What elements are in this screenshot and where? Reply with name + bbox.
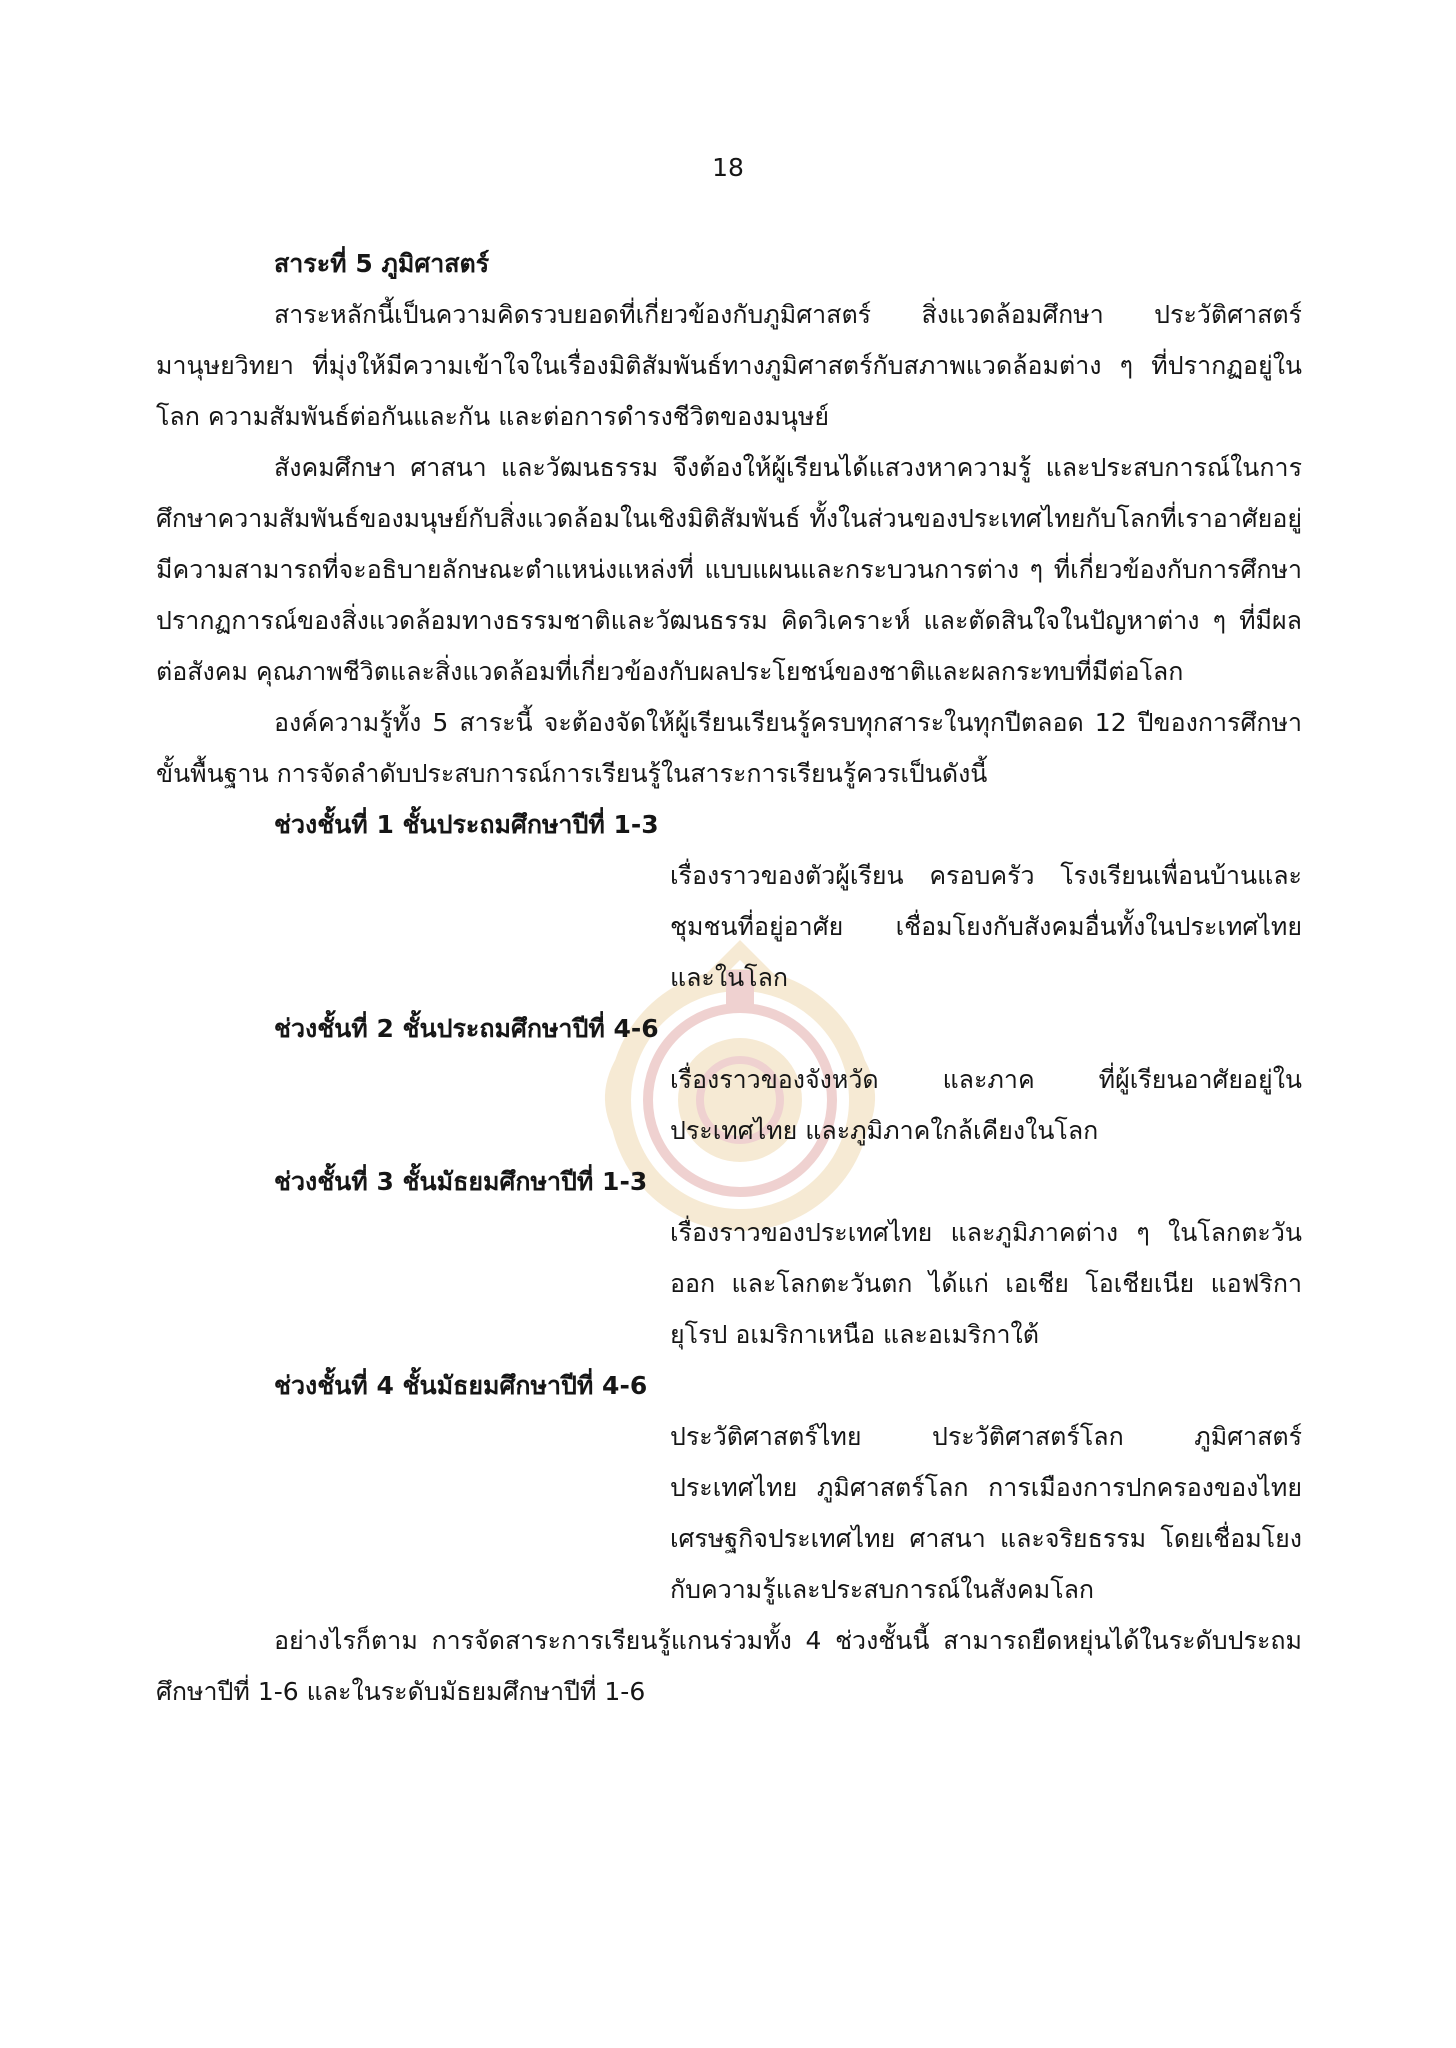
level-description-2: [156, 1054, 1302, 1156]
level-description-text-4: ประวัติศาสตร์ไทย ประวัติศาสตร์โลก ภูมิศาสตร์ประเทศไทย ภูมิศาสตร์โลก การเมืองการปกครองของไทย เศรษฐกิจประเทศไทย ศาสนา และจริยธรรม โดยเชื่อมโยงกับความรู้และประสบการณ์ในสังคมโลก: [670, 1422, 1302, 1604]
level-title-1: ช่วงชั้นที่ 1 ชั้นประถมศึกษาปีที่ 1-3: [274, 810, 659, 839]
section-heading: สาระที่ 5 ภูมิศาสตร์: [274, 249, 490, 278]
paragraph-intro: สาระหลักนี้เป็นความคิดรวบยอดที่เกี่ยวข้องกับภูมิศาสตร์ สิ่งแวดล้อมศึกษา ประวัติศาสตร์ มานุษยวิทยา ที่มุ่งให้มีความเข้าใจในเรื่องมิติสัมพันธ์ทางภูมิศาสตร์กับสภาพแวดล้อมต่าง ๆ ที่ปรากฏอยู่ในโลก ความสัมพันธ์ต่อกันและกัน และต่อการดำรงชีวิตของมนุษย์: [156, 300, 1302, 431]
document-body: [156, 238, 1302, 1717]
level-description-3: [156, 1207, 1302, 1360]
page-number: 18: [712, 153, 744, 182]
level-title-3: ช่วงชั้นที่ 3 ชั้นมัธยมศึกษาปีที่ 1-3: [274, 1167, 648, 1196]
level-description-text-2: เรื่องราวของจังหวัด และภาค ที่ผู้เรียนอาศัยอยู่ในประเทศไทย และภูมิภาคใกล้เคียงในโลก: [670, 1065, 1302, 1145]
level-title-2: ช่วงชั้นที่ 2 ชั้นประถมศึกษาปีที่ 4-6: [274, 1014, 659, 1043]
level-title-4: ช่วงชั้นที่ 4 ชั้นมัธยมศึกษาปีที่ 4-6: [274, 1371, 648, 1400]
paragraph-closing: อย่างไรก็ตาม การจัดสาระการเรียนรู้แกนร่วมทั้ง 4 ช่วงชั้นนี้ สามารถยืดหยุ่นได้ในระดับประถมศึกษาปีที่ 1-6 และในระดับมัธยมศึกษาปีที่ 1-6: [156, 1626, 1302, 1706]
level-description-text-1: เรื่องราวของตัวผู้เรียน ครอบครัว โรงเรียนเพื่อนบ้านและชุมชนที่อยู่อาศัย เชื่อมโยงกับสังคมอื่นทั้งในประเทศไทยและในโลก: [670, 861, 1302, 992]
level-description-1: [156, 850, 1302, 1003]
level-description-4: [156, 1411, 1302, 1615]
paragraph-social-studies: สังคมศึกษา ศาสนา และวัฒนธรรม จึงต้องให้ผู้เรียนได้แสวงหาความรู้ และประสบการณ์ในการศึกษาความสัมพันธ์ของมนุษย์กับสิ่งแวดล้อมในเชิงมิติสัมพันธ์ ทั้งในส่วนของประเทศไทยกับโลกที่เราอาศัยอยู่ มีความสามารถที่จะอธิบายลักษณะตำแหน่งแหล่งที่ แบบแผนและกระบวนการต่าง ๆ ที่เกี่ยวข้องกับการศึกษาปรากฏการณ์ของสิ่งแวดล้อมทางธรรมชาติและวัฒนธรรม คิดวิเคราะห์ และตัดสินใจในปัญหาต่าง ๆ ที่มีผลต่อสังคม คุณภาพชีวิตและสิ่งแวดล้อมที่เกี่ยวข้องกับผลประโยชน์ของชาติและผลกระทบที่มีต่อโลก: [156, 453, 1302, 686]
paragraph-knowledge-sequence: องค์ความรู้ทั้ง 5 สาระนี้ จะต้องจัดให้ผู้เรียนเรียนรู้ครบทุกสาระในทุกปีตลอด 12 ปีของการศึกษาขั้นพื้นฐาน การจัดลำดับประสบการณ์การเรียนรู้ในสาระการเรียนรู้ควรเป็นดังนี้: [156, 708, 1302, 788]
level-description-text-3: เรื่องราวของประเทศไทย และภูมิภาคต่าง ๆ ในโลกตะวันออก และโลกตะวันตก ได้แก่ เอเชีย โอเชียเนีย แอฟริกา ยุโรป อเมริกาเหนือ และอเมริกาใต้: [670, 1218, 1302, 1349]
